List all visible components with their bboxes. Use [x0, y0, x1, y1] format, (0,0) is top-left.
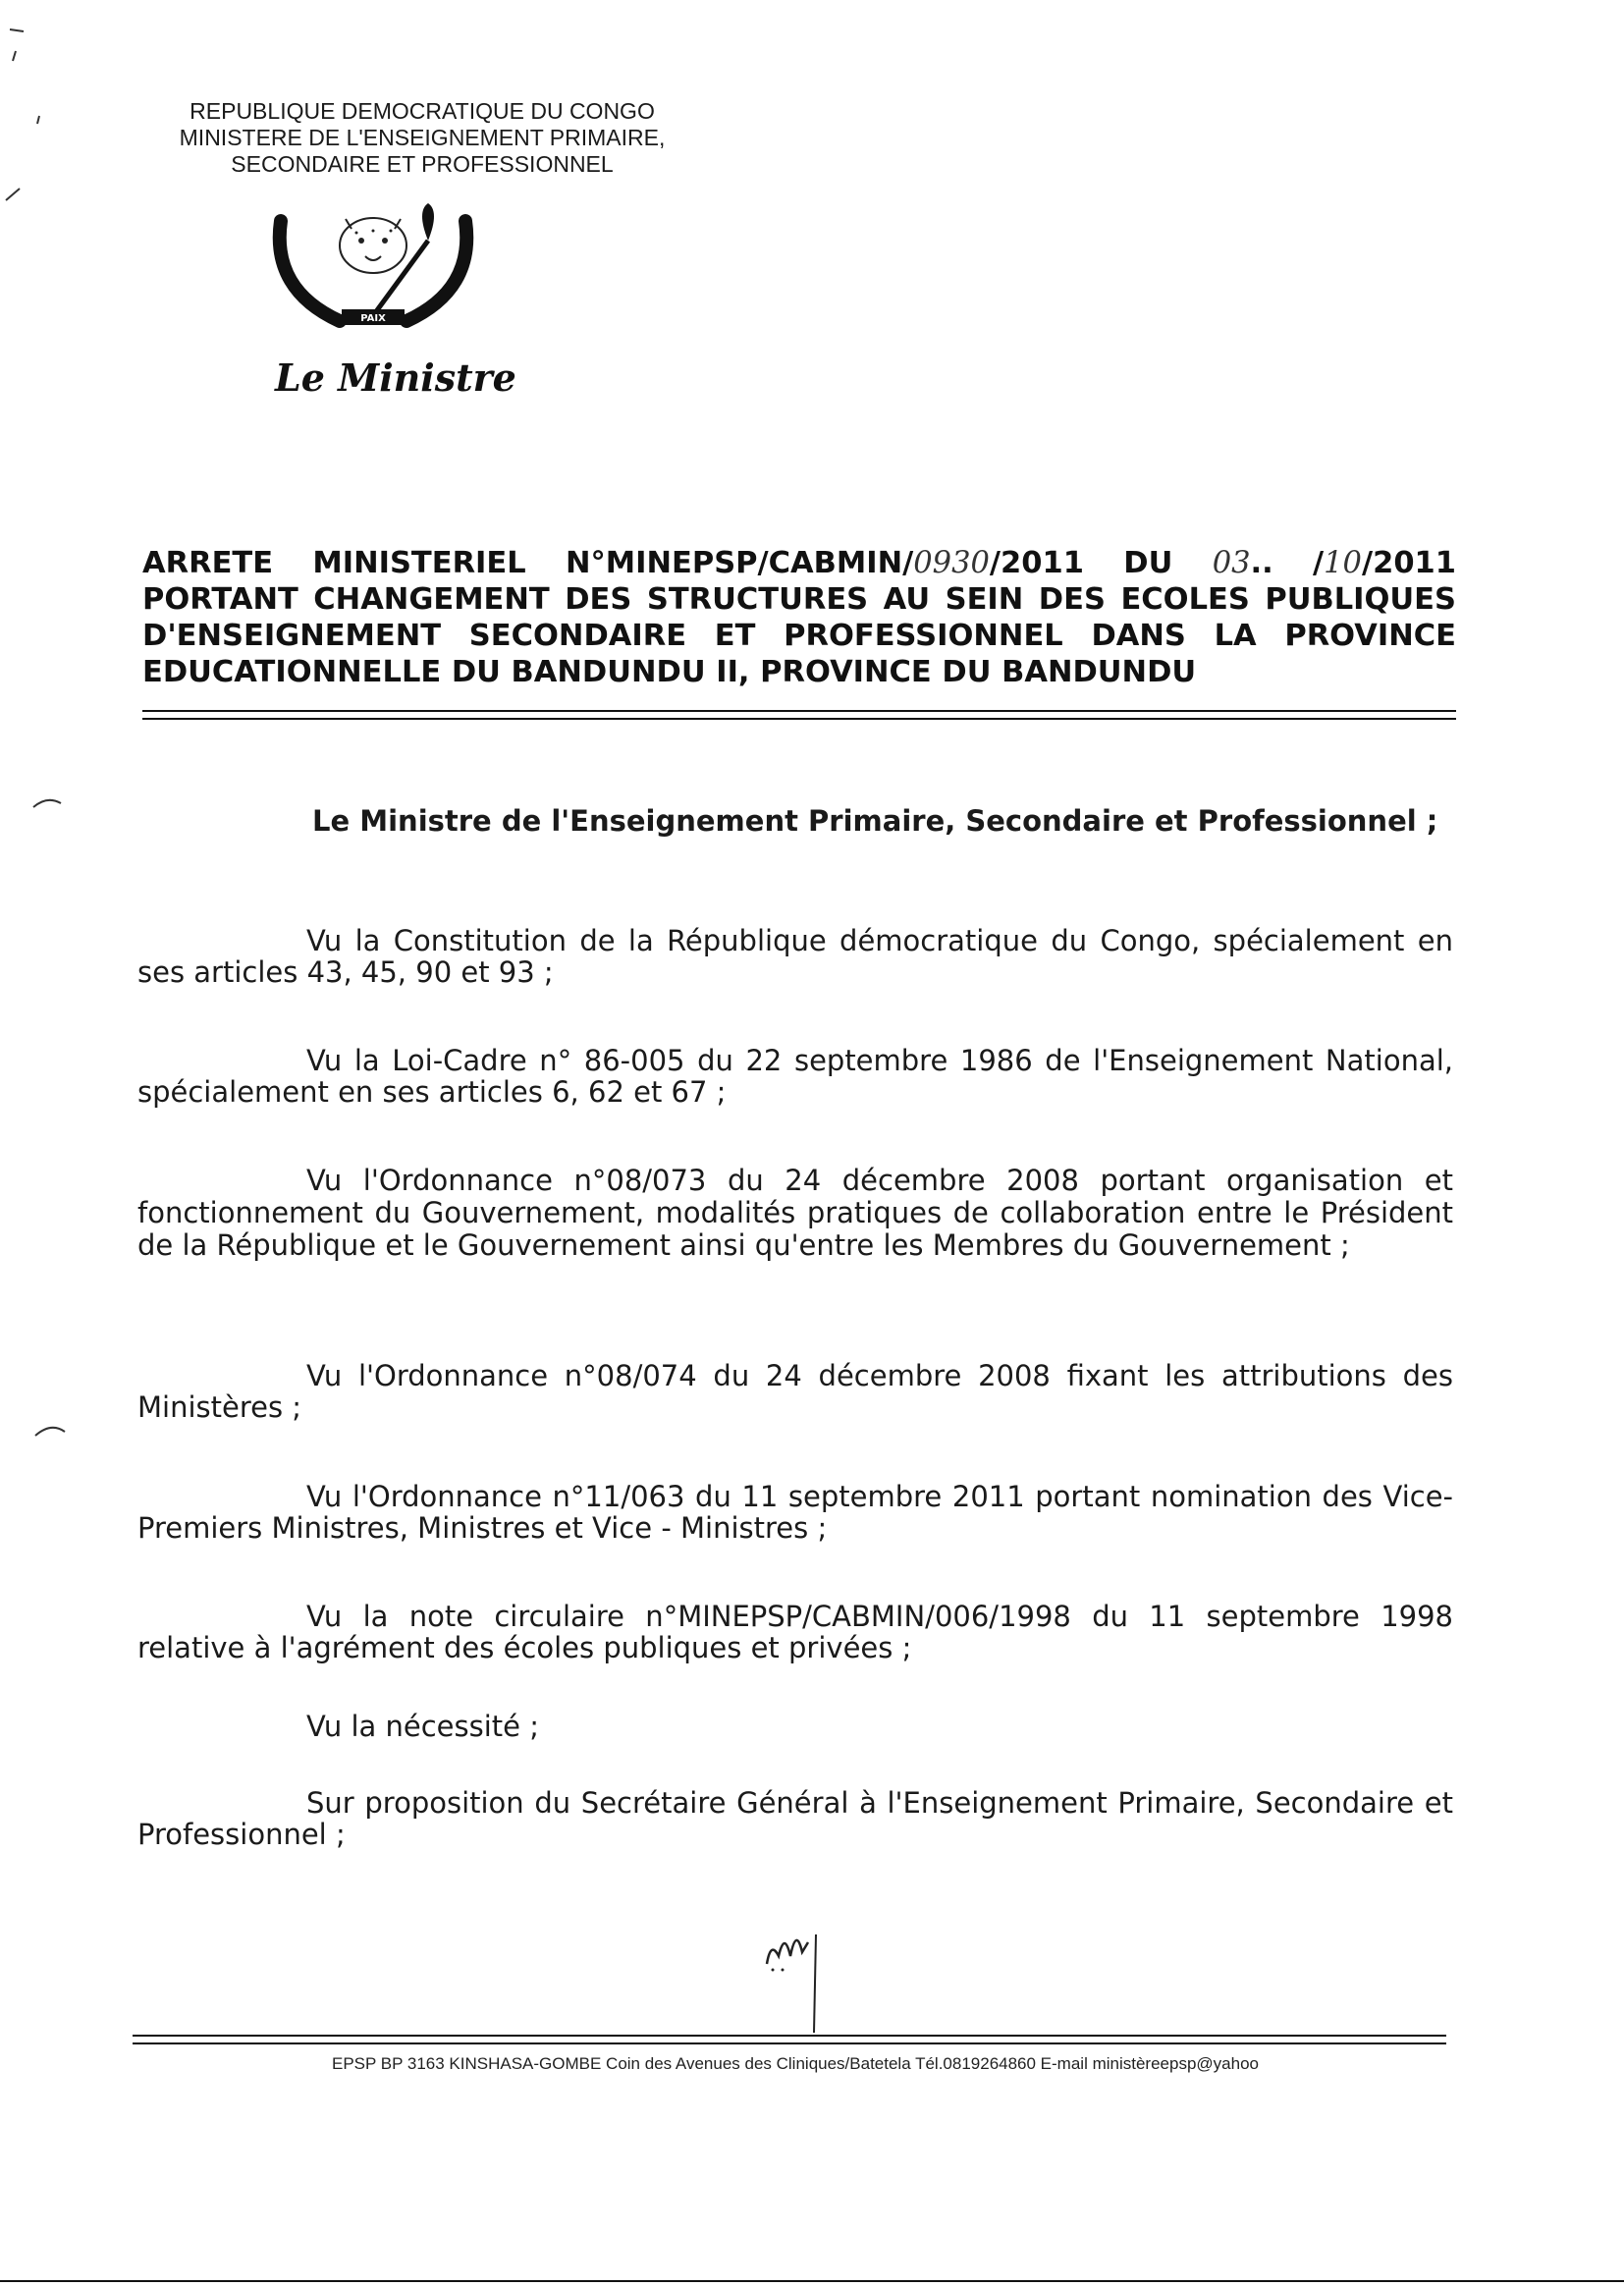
considerant-paragraph: Vu la note circulaire n°MINEPSP/CABMIN/006/1998 du 11 septembre 1998 relative à l'agrément des écoles publiques et privées ;: [137, 1600, 1453, 1664]
decree-title: [142, 545, 1456, 690]
considerant-paragraph: Vu l'Ordonnance n°11/063 du 11 septembre 2011 portant nomination des Vice-Premiers Ministres, Ministres et Vice - Ministres ;: [137, 1480, 1453, 1545]
page-bottom-edge: [0, 2280, 1624, 2282]
decree-title-line4: EDUCATIONNELLE DU BANDUNDU II, PROVINCE DU BANDUNDU: [142, 655, 1197, 689]
footer-rule-bottom: [133, 2042, 1446, 2044]
decree-month-handwritten: 10: [1324, 546, 1362, 580]
letterhead-country: REPUBLIQUE DEMOCRATIQUE DU CONGO: [189, 98, 655, 124]
letterhead-ministry: MINISTERE DE L'ENSEIGNEMENT PRIMAIRE,: [179, 125, 666, 150]
title-underline-top: [142, 710, 1456, 712]
intro-paragraph: Le Ministre de l'Enseignement Primaire, Secondaire et Professionnel ;: [312, 804, 1438, 838]
considerant-paragraph: Vu la Loi-Cadre n° 86-005 du 22 septembre 1986 de l'Enseignement National, spécialement en ses articles 6, 62 et 67 ;: [137, 1044, 1453, 1109]
initials-paraphe: [761, 1925, 830, 2033]
margin-marks: [0, 0, 79, 1473]
considerant-paragraph: Vu la Constitution de la République démocratique du Congo, spécialement en ses articles 43, 45, 90 et 93 ;: [137, 924, 1453, 989]
decree-title-line2: PORTANT CHANGEMENT DES STRUCTURES AU SEIN DES ECOLES PUBLIQUES: [142, 582, 1456, 617]
decree-title-line3: D'ENSEIGNEMENT SECONDAIRE ET PROFESSIONNEL DANS LA PROVINCE: [142, 619, 1456, 653]
letterhead-ministry-cont: SECONDAIRE ET PROFESSIONNEL: [231, 151, 614, 177]
decree-title-line1: ARRETE MINISTERIEL N°MINEPSP/CABMIN/0930/2011 DU 03.. /10/2011: [142, 546, 1456, 580]
considerant-paragraph: Sur proposition du Secrétaire Général à l'Enseignement Primaire, Secondaire et Professionnel ;: [137, 1786, 1453, 1851]
considerant-paragraph: Vu l'Ordonnance n°08/074 du 24 décembre 2008 fixant les attributions des Ministères ;: [137, 1359, 1453, 1424]
letterhead: [137, 98, 707, 178]
considerant-paragraph: Vu l'Ordonnance n°08/073 du 24 décembre 2008 portant organisation et fonctionnement du Gouvernement, modalités pratiques de collaboration entre le Président de la République et le Gouvernement ainsi qu'entre les Membres du Gouvernement ;: [137, 1164, 1453, 1262]
decree-body: [137, 805, 1453, 1885]
decree-number-handwritten: 0930: [913, 546, 990, 580]
decree-day-handwritten: 03: [1212, 546, 1251, 580]
footer-address: EPSP BP 3163 KINSHASA-GOMBE Coin des Avenues des Cliniques/Batetela Tél.0819264860 E-mail ministèreepsp@yahoo: [332, 2054, 1259, 2073]
footer-rule-top: [133, 2035, 1446, 2037]
coat-of-arms-emblem: [263, 201, 484, 344]
minister-heading: Le Ministre: [275, 355, 516, 400]
emblem-motto: PAIX: [360, 313, 386, 324]
title-underline-bottom: [142, 718, 1456, 720]
considerant-paragraph: Vu la nécessité ;: [306, 1710, 539, 1743]
